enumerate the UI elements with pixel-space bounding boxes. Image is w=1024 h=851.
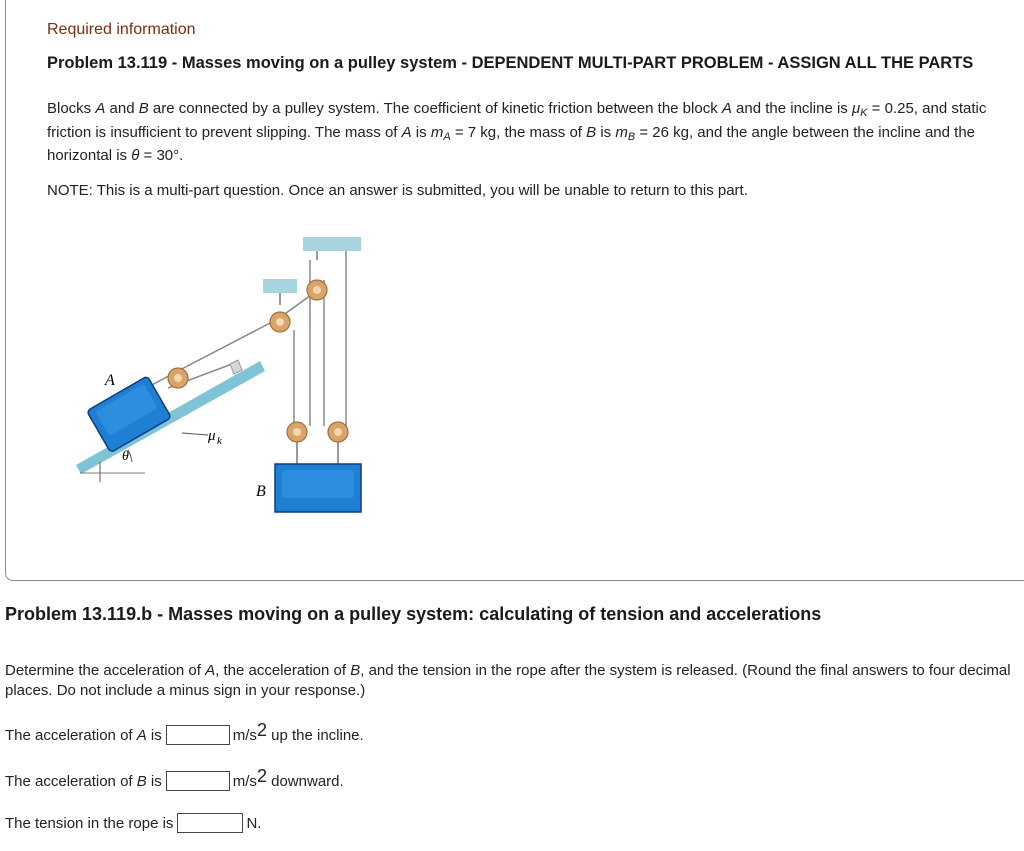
part-b-title: Problem 13.119.b - Masses moving on a pulley system: calculating of tension and accelerations <box>5 604 822 624</box>
label-a: A <box>105 372 115 389</box>
block-a <box>87 376 172 453</box>
accel-b-label: The acceleration of B is <box>5 772 162 790</box>
label-mu: μ <box>208 428 216 444</box>
answer-row-accel-a <box>5 719 364 745</box>
label-b: B <box>256 483 266 500</box>
accel-a-unit: $m/s^2$ up the incline. <box>232 719 364 744</box>
accel-a-input[interactable] <box>166 725 230 745</box>
tension-input[interactable] <box>177 813 243 833</box>
ceiling-support-large <box>303 237 361 251</box>
problem-description: Blocks A and B are connected by a pulley system. The coefficient of kinetic friction between the block A and the incline is $\mu_K = 0.25$, and static friction is insufficient to prevent slipping. The mass of A is $m_A = 7$ kg, the mass of B is $m_B = 26$ kg, and the angle between the incline and the horizontal is θ = 30°. <box>47 100 987 164</box>
ceiling-support-small <box>263 279 297 293</box>
required-info-heading: Required information <box>47 21 196 38</box>
accel-b-unit: $m/s^2$ downward. <box>232 765 344 790</box>
label-theta: θ <box>122 449 129 464</box>
part-b-question: Determine the acceleration of A, the acceleration of B, and the tension in the rope after the system is released. (Round the final answers to four decimal places. Do not include a minus sign in your response.) <box>5 662 1011 699</box>
tension-label: The tension in the rope is <box>5 814 174 832</box>
label-mu-sub: k <box>217 435 222 447</box>
rope-anchor <box>230 360 242 374</box>
rope <box>150 251 346 426</box>
answer-row-tension <box>5 813 261 833</box>
answer-row-accel-b <box>5 765 344 791</box>
accel-b-input[interactable] <box>166 771 230 791</box>
pulley <box>168 280 348 442</box>
accel-a-label: The acceleration of A is <box>5 726 162 744</box>
problem-title: Problem 13.119 - Masses moving on a pulley system - DEPENDENT MULTI-PART PROBLEM - ASSIGN ALL THE PARTS <box>47 54 974 72</box>
pulley-system-figure <box>70 230 380 520</box>
multi-part-note: NOTE: This is a multi-part question. Once an answer is submitted, you will be unable to return to this part. <box>47 182 748 199</box>
tension-unit: N. <box>246 814 262 832</box>
